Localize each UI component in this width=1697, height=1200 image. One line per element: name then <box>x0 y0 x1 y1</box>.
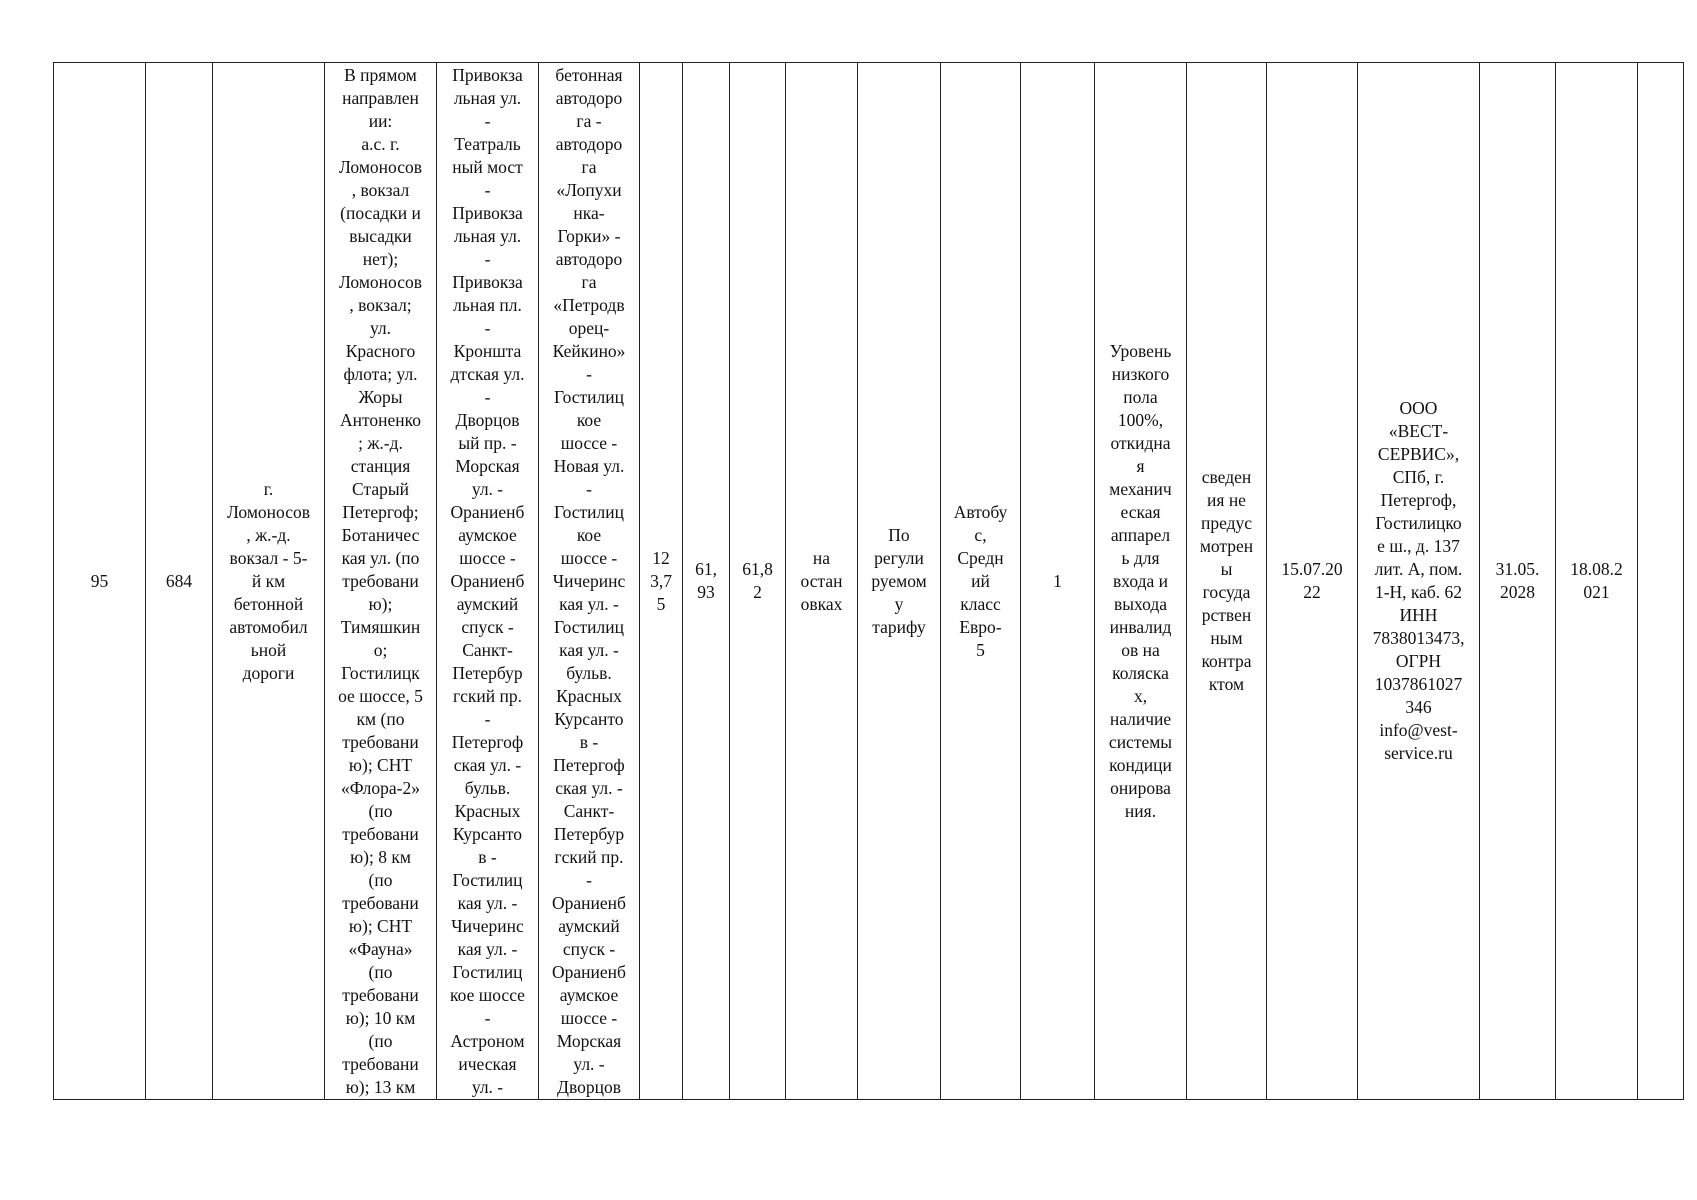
vehicle-type: Автобу с, Средн ий класс Евро- 5 <box>953 501 1008 660</box>
vehicle-features: Уровень низкого пола 100%, откидна я механич еская аппарел ь для входа и выхода инвалид ов на коляска х, наличие системы кондици онирова ния. <box>1108 340 1173 821</box>
cell-route-name <box>213 63 325 1100</box>
cell-end-date <box>1480 63 1556 1100</box>
cell-length-forward <box>683 63 730 1100</box>
cell-extra <box>1638 63 1684 1100</box>
length-forward: 61, 93 <box>695 559 717 602</box>
boarding-order: на остан овках <box>800 547 843 614</box>
cell-tariff <box>858 63 941 1100</box>
carrier-details: ООО «ВЕСТ- СЕРВИС», СПб, г. Петергоф, Гостилицко е ш., д. 137 лит. А, пом. 1-Н, каб. 62 ИНН 7838013473, ОГРН 1037861027 346 info@vest- service.ru <box>1372 398 1465 763</box>
cell-length-backward <box>730 63 786 1100</box>
tariff-type: По регули руемом у тарифу <box>871 524 927 637</box>
vehicle-count: 1 <box>1053 570 1062 591</box>
registration-date: 18.08.2 021 <box>1570 559 1623 602</box>
cell-registration-date <box>1556 63 1638 1100</box>
stops-list: В прямом направлен ии: а.с. г. Ломоносов , вокзал (посадки и высадки нет); Ломоносов , вокзал; ул. Красного флота; ул. Жоры Антоненко ; ж.-д. станция Старый Петергоф; Ботаничес кая ул. (по требовани ю); Тимяшкин о; Гостилицк ое шоссе, 5 км (по требовани ю); СНТ «Флора-2» (по требовани ю); 8 км (по требовани ю); СНТ «Фауна» (по требовани ю); 10 км (по требовани ю); 13 км <box>338 65 423 1097</box>
table-row <box>54 63 1684 1100</box>
row-number: 95 <box>90 570 109 591</box>
cell-vehicle-count <box>1021 63 1095 1100</box>
length-backward: 61,8 2 <box>742 559 773 602</box>
start-date: 15.07.20 22 <box>1281 559 1343 602</box>
length-total: 12 3,7 5 <box>650 547 672 614</box>
cell-streets-forward <box>437 63 539 1100</box>
end-date: 31.05. 2028 <box>1495 559 1540 602</box>
route-number: 684 <box>165 570 193 591</box>
contract-info: сведен ия не предус мотрен ы госуда рствен ным контра ктом <box>1199 467 1254 694</box>
cell-route-number <box>146 63 213 1100</box>
cell-length-total <box>640 63 683 1100</box>
cell-vehicle <box>941 63 1021 1100</box>
cell-stops <box>325 63 437 1100</box>
cell-streets-backward <box>539 63 640 1100</box>
cell-boarding-order <box>786 63 858 1100</box>
cell-row-number <box>54 63 146 1100</box>
streets-forward: Привокза льная ул. - Театраль ный мост - Привокза льная ул. - Привокза льная пл. - Кроншта дтская ул. - Дворцов ый пр. - Морская ул. - Ораниенб аумское шоссе - Ораниенб аумский спуск - Санкт- Петербур гский пр. - Петергоф ская ул. - бульв. Красных Курсанто в - Гостилиц кая ул. - Чичеринс кая ул. - Гостилиц кое шоссе - Астроном ическая ул. - <box>450 65 525 1097</box>
route-registry-table <box>53 62 1684 1100</box>
cell-contract-info <box>1187 63 1267 1100</box>
cell-carrier <box>1358 63 1480 1100</box>
route-name: г. Ломоносов , ж.-д. вокзал - 5- й км бетонной автомобил ьной дороги <box>226 478 310 683</box>
cell-vehicle-features <box>1095 63 1187 1100</box>
streets-backward: бетонная автодоро га - автодоро га «Лопухи нка- Горки» - автодоро га «Петродв орец- Кейкино» - Гостилиц кое шоссе - Новая ул. - Гостилиц кое шоссе - Чичеринс кая ул. - Гостилиц кая ул. - бульв. Красных Курсанто в - Петергоф ская ул. - Санкт- Петербур гский пр. - Ораниенб аумский спуск - Ораниенб аумское шоссе - Морская ул. - Дворцов <box>552 65 626 1097</box>
cell-start-date <box>1267 63 1358 1100</box>
